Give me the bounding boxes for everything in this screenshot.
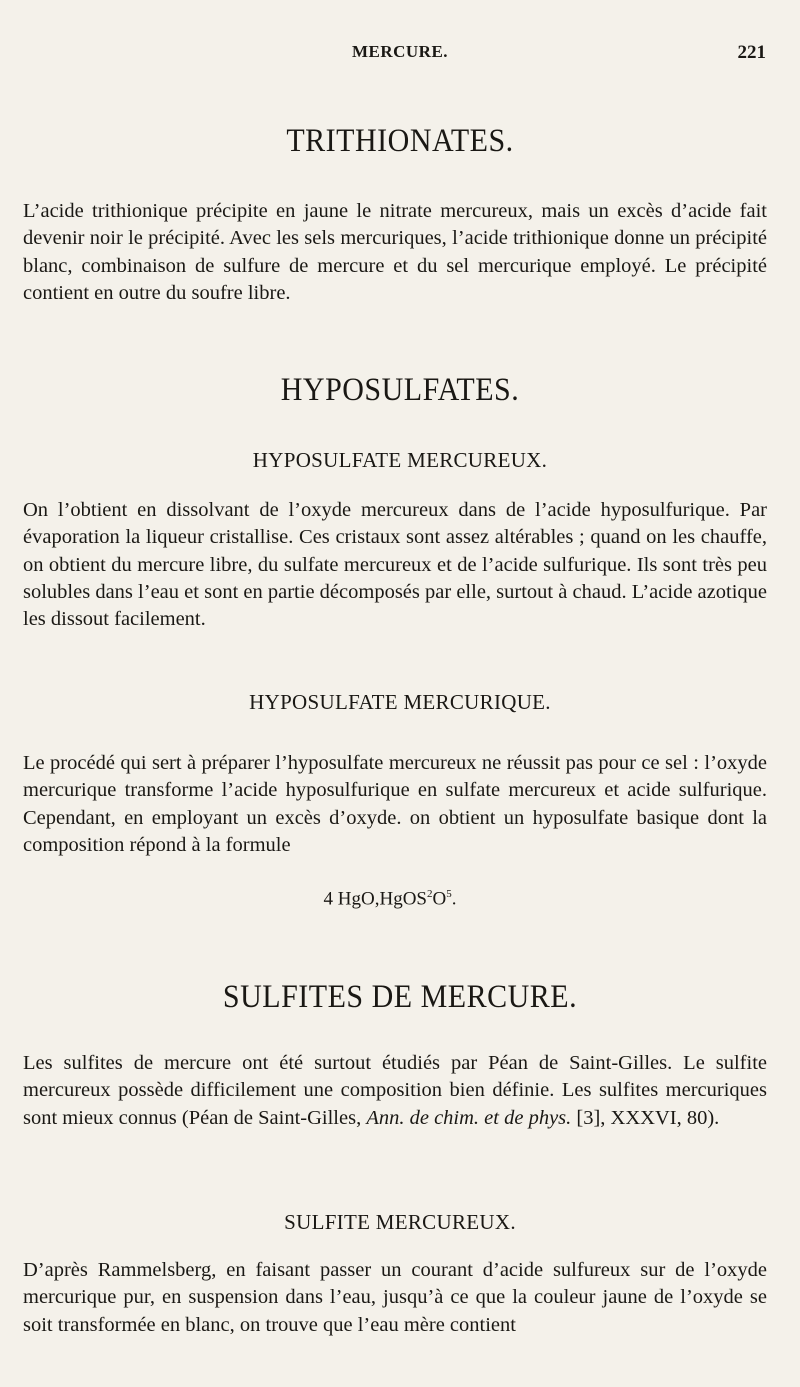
paragraph-trithionates (23, 198, 767, 307)
heading-hyposulfates: HYPOSULFATES. (280, 371, 520, 408)
paragraph-text: On l’obtient en dissolvant de l’oxyde mercureux dans de l’acide hyposulfurique. Par évaporation la liqueur cristallise. Ces cristaux sont assez altérables ; quand on les chauffe, on obtient du mercure libre, du sulfate mercureux et de l’acide sulfurique. Ils sont très peu solubles dans l’eau et sont en partie décomposés par elle, surtout à chaud. L’acide azotique les dissout facilement. (23, 499, 767, 631)
formula (0, 888, 790, 910)
subheading-hyposulfate-mercureux: HYPOSULFATE MERCUREUX. (252, 448, 548, 472)
paragraph-text (23, 1050, 767, 1132)
paragraph-text: L’acide trithionique précipite en jaune le nitrate mercureux, mais un excès d’acide fait devenir noir le précipité. Avec les sels mercuriques, l’acide trithionique donne un précipité blanc, combinaison de sulfure de mercure et du sel mercurique employé. Le précipité contient en outre du soufre libre. (23, 200, 767, 304)
running-head-title: MERCURE. (351, 42, 449, 61)
running-head (0, 42, 800, 68)
paragraph-text: D’après Rammelsberg, en faisant passer un courant d’acide sulfureux sur de l’oxyde mercurique pur, en suspension dans l’eau, jusqu’à ce que la couleur jaune de l’oxyde se soit transformée en blanc, on trouve que l’eau mère contient (23, 1259, 767, 1336)
formula-end: . (451, 888, 457, 910)
citation-reference: [3], XXXVI, 80). (571, 1106, 720, 1129)
heading-trithionates: TRITHIONATES. (286, 122, 514, 159)
paragraph-text-main: Les sulfites de mercure ont été surtout étudiés par Péan de Saint-Gilles. Le sulfite mercureux possède difficilement une composition bien définie. Les sulfites mercuriques sont mieux connus (Péan de Saint-Gilles, (23, 1052, 767, 1129)
formula-sup-1: 2 (426, 888, 433, 900)
subheading-hyposulfate-mercurique: HYPOSULFATE MERCURIQUE. (249, 690, 551, 714)
subheading-sulfite-mercureux: SULFITE MERCUREUX. (284, 1210, 516, 1234)
formula-mid: O (432, 888, 447, 910)
paragraph-hyposulfate-mercurique (23, 750, 767, 859)
citation-journal: Ann. de chim. et de phys. (366, 1106, 572, 1129)
paragraph-sulfites (23, 1050, 767, 1132)
formula-sup-2: 5 (446, 888, 452, 900)
heading-sulfites: SULFITES DE MERCURE. (222, 978, 578, 1015)
page-number: 221 (737, 42, 766, 63)
paragraph-sulfite-mercureux (23, 1257, 767, 1339)
formula-main: 4 HgO,HgOS (323, 888, 427, 910)
paragraph-hyposulfate-mercureux (23, 497, 767, 633)
paragraph-text: Le procédé qui sert à préparer l’hyposulfate mercureux ne réussit pas pour ce sel : l’oxyde mercurique transforme l’acide hyposulfurique en sulfate mercureux et acide sulfurique. Cependant, en employant un excès d’oxyde. on obtient un hyposulfate basique dont la composition répond à la formule (23, 752, 767, 856)
